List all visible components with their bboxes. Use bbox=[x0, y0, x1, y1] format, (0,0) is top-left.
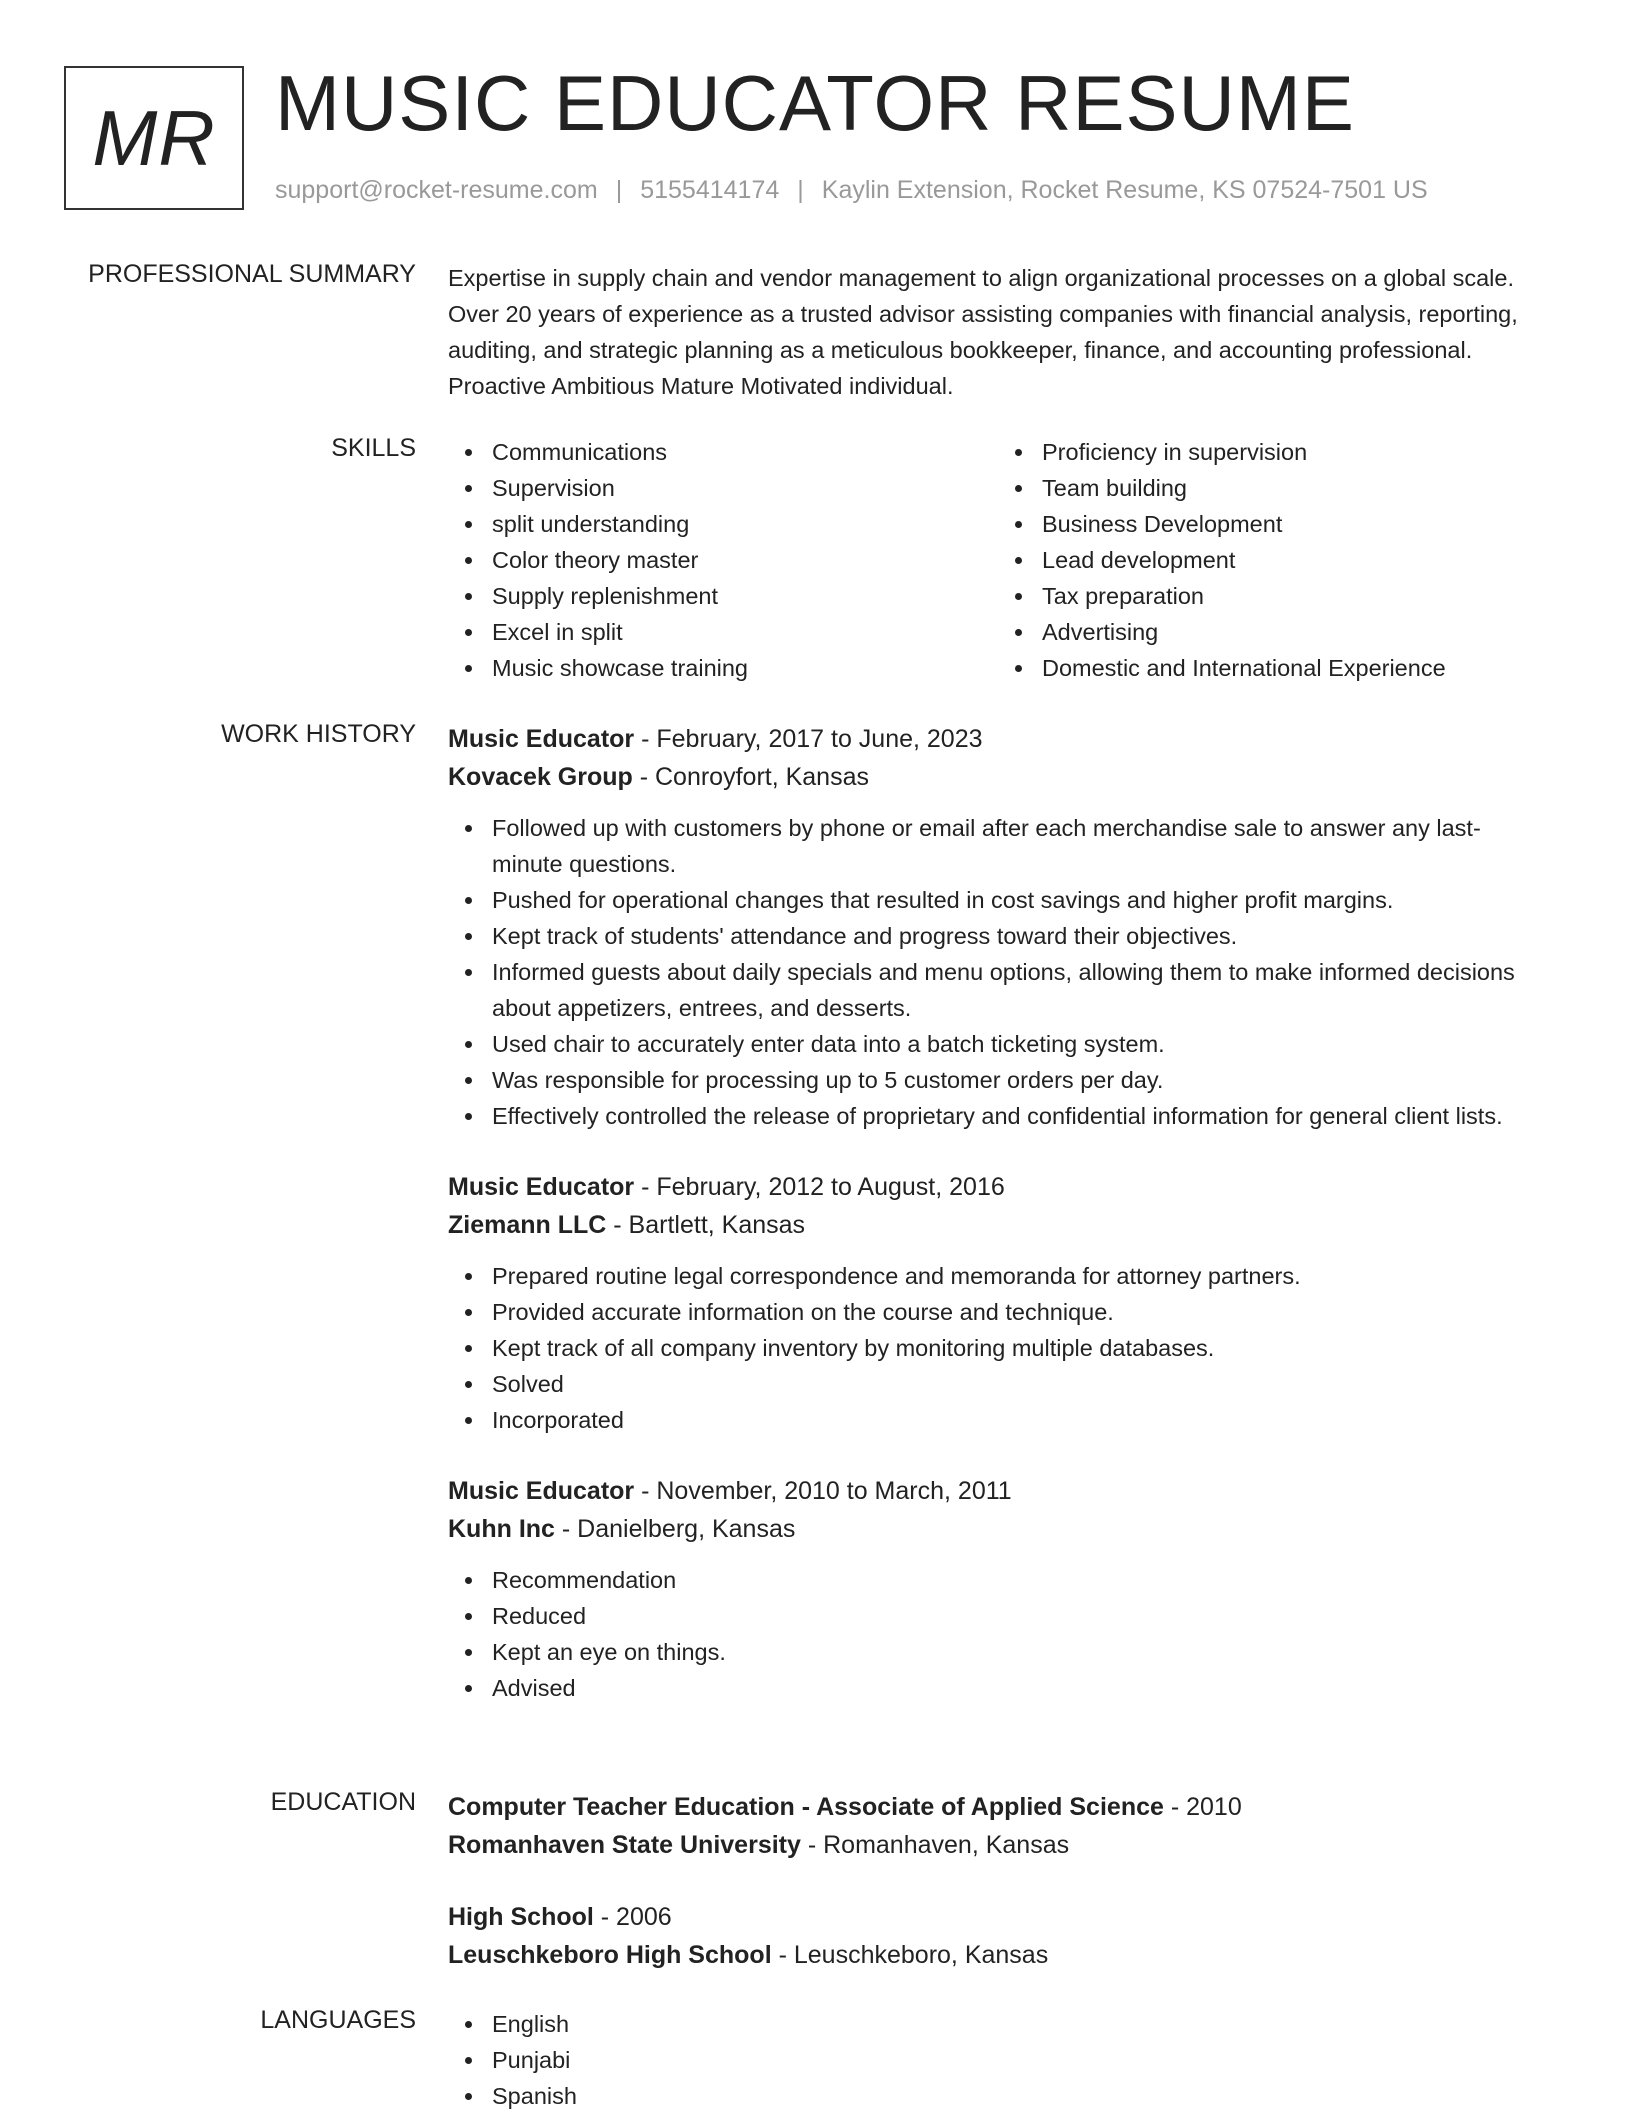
contact-line bbox=[275, 176, 1428, 205]
contact-email: support@rocket-resume.com bbox=[275, 176, 598, 204]
work-history-heading: WORK HISTORY bbox=[221, 720, 416, 748]
job-title: Music Educator bbox=[448, 1173, 635, 1201]
school-location: - Romanhaven, Kansas bbox=[800, 1831, 1070, 1859]
degree-name: High School bbox=[448, 1903, 594, 1931]
job-duty: Prepared routine legal correspondence and memoranda for attorney partners. bbox=[448, 1258, 1548, 1294]
job-title-line bbox=[448, 720, 1548, 758]
skill-item: Domestic and International Experience bbox=[998, 650, 1548, 686]
job-duty: Informed guests about daily specials and menu options, allowing them to make informed decisions about appetizers, entrees, and desserts. bbox=[448, 954, 1548, 1026]
job-title: Music Educator bbox=[448, 725, 635, 753]
skill-item: Lead development bbox=[998, 542, 1548, 578]
skill-item: Advertising bbox=[998, 614, 1548, 650]
job-dates: - November, 2010 to March, 2011 bbox=[634, 1477, 1012, 1505]
languages-list bbox=[448, 2006, 1548, 2112]
job-dates: - February, 2017 to June, 2023 bbox=[634, 725, 983, 753]
contact-phone: 5155414174 bbox=[640, 176, 780, 204]
skills-list-left bbox=[448, 434, 998, 686]
languages-heading: LANGUAGES bbox=[260, 2006, 416, 2034]
job-location: - Bartlett, Kansas bbox=[606, 1211, 806, 1239]
job-duty: Kept track of all company inventory by monitoring multiple databases. bbox=[448, 1330, 1548, 1366]
school-name: Leuschkeboro High School bbox=[448, 1941, 772, 1969]
skill-item: Excel in split bbox=[448, 614, 998, 650]
skill-item: Music showcase training bbox=[448, 650, 998, 686]
job-dates: - February, 2012 to August, 2016 bbox=[634, 1173, 1005, 1201]
degree-name: Computer Teacher Education - Associate of Applied Science bbox=[448, 1793, 1164, 1821]
language-item: Punjabi bbox=[448, 2042, 1548, 2078]
education-entry bbox=[448, 1788, 1548, 1864]
language-item: Spanish bbox=[448, 2078, 1548, 2112]
job-title: Music Educator bbox=[448, 1477, 635, 1505]
skills-heading: SKILLS bbox=[331, 434, 416, 462]
language-item: English bbox=[448, 2006, 1548, 2042]
contact-separator: | bbox=[797, 176, 804, 204]
job-duty: Used chair to accurately enter data into a batch ticketing system. bbox=[448, 1026, 1548, 1062]
school-name: Romanhaven State University bbox=[448, 1831, 801, 1859]
job-entry bbox=[448, 1168, 1548, 1438]
job-company: Kovacek Group bbox=[448, 763, 633, 791]
education-entry bbox=[448, 1898, 1548, 1974]
skill-item: Communications bbox=[448, 434, 998, 470]
job-duties bbox=[448, 1258, 1548, 1438]
summary-heading: PROFESSIONAL SUMMARY bbox=[88, 260, 416, 288]
job-company-line bbox=[448, 758, 1548, 796]
job-duty: Recommendation bbox=[448, 1562, 1548, 1598]
monogram-box bbox=[64, 66, 244, 210]
job-duty: Effectively controlled the release of proprietary and confidential information for general client lists. bbox=[448, 1098, 1548, 1134]
job-duty: Reduced bbox=[448, 1598, 1548, 1634]
monogram-initials: MR bbox=[92, 93, 216, 182]
job-company: Kuhn Inc bbox=[448, 1515, 555, 1543]
job-duty: Kept an eye on things. bbox=[448, 1634, 1548, 1670]
job-duties bbox=[448, 1562, 1548, 1706]
skill-item: Team building bbox=[998, 470, 1548, 506]
skills-list-right bbox=[998, 434, 1548, 686]
work-history-body bbox=[448, 720, 1548, 1706]
job-duty: Solved bbox=[448, 1366, 1548, 1402]
job-duty: Provided accurate information on the course and technique. bbox=[448, 1294, 1548, 1330]
job-duty: Was responsible for processing up to 5 customer orders per day. bbox=[448, 1062, 1548, 1098]
job-company-line bbox=[448, 1510, 1548, 1548]
job-entry bbox=[448, 720, 1548, 1134]
job-duty: Kept track of students' attendance and progress toward their objectives. bbox=[448, 918, 1548, 954]
job-entry bbox=[448, 1472, 1548, 1706]
job-title-line bbox=[448, 1472, 1548, 1510]
skills-columns bbox=[448, 434, 1548, 686]
job-company: Ziemann LLC bbox=[448, 1211, 607, 1239]
contact-address: Kaylin Extension, Rocket Resume, KS 07524-7501 US bbox=[821, 176, 1428, 204]
job-duty: Incorporated bbox=[448, 1402, 1548, 1438]
summary-text: Expertise in supply chain and vendor management to align organizational processes on a global scale. Over 20 years of experience as a trusted advisor assisting companies with financial analysis, reporting, auditing, and strategic planning as a meticulous bookkeeper, finance, and accounting professional. Proactive Ambitious Mature Motivated individual. bbox=[448, 265, 1518, 399]
skill-item: Supervision bbox=[448, 470, 998, 506]
skill-item: Business Development bbox=[998, 506, 1548, 542]
school-location: - Leuschkeboro, Kansas bbox=[771, 1941, 1049, 1969]
education-heading: EDUCATION bbox=[270, 1788, 416, 1816]
languages-body bbox=[448, 2006, 1548, 2112]
skill-item: Tax preparation bbox=[998, 578, 1548, 614]
job-title-line bbox=[448, 1168, 1548, 1206]
skill-item: Proficiency in supervision bbox=[998, 434, 1548, 470]
school-line bbox=[448, 1826, 1548, 1864]
job-duty: Advised bbox=[448, 1670, 1548, 1706]
degree-year: - 2006 bbox=[593, 1903, 672, 1931]
contact-separator: | bbox=[615, 176, 623, 204]
job-duty: Followed up with customers by phone or email after each merchandise sale to answer any last-minute questions. bbox=[448, 810, 1548, 882]
job-duties bbox=[448, 810, 1548, 1134]
job-location: - Conroyfort, Kansas bbox=[632, 763, 869, 791]
school-line bbox=[448, 1936, 1548, 1974]
education-body bbox=[448, 1788, 1548, 1974]
job-duty: Pushed for operational changes that resulted in cost savings and higher profit margins. bbox=[448, 882, 1548, 918]
job-company-line bbox=[448, 1206, 1548, 1244]
degree-year: - 2010 bbox=[1163, 1793, 1242, 1821]
degree-line bbox=[448, 1898, 1548, 1936]
skill-item: Color theory master bbox=[448, 542, 998, 578]
page-title: MUSIC EDUCATOR RESUME bbox=[275, 59, 1355, 147]
skill-item: Supply replenishment bbox=[448, 578, 998, 614]
degree-line bbox=[448, 1788, 1548, 1826]
skill-item: split understanding bbox=[448, 506, 998, 542]
job-location: - Danielberg, Kansas bbox=[554, 1515, 796, 1543]
